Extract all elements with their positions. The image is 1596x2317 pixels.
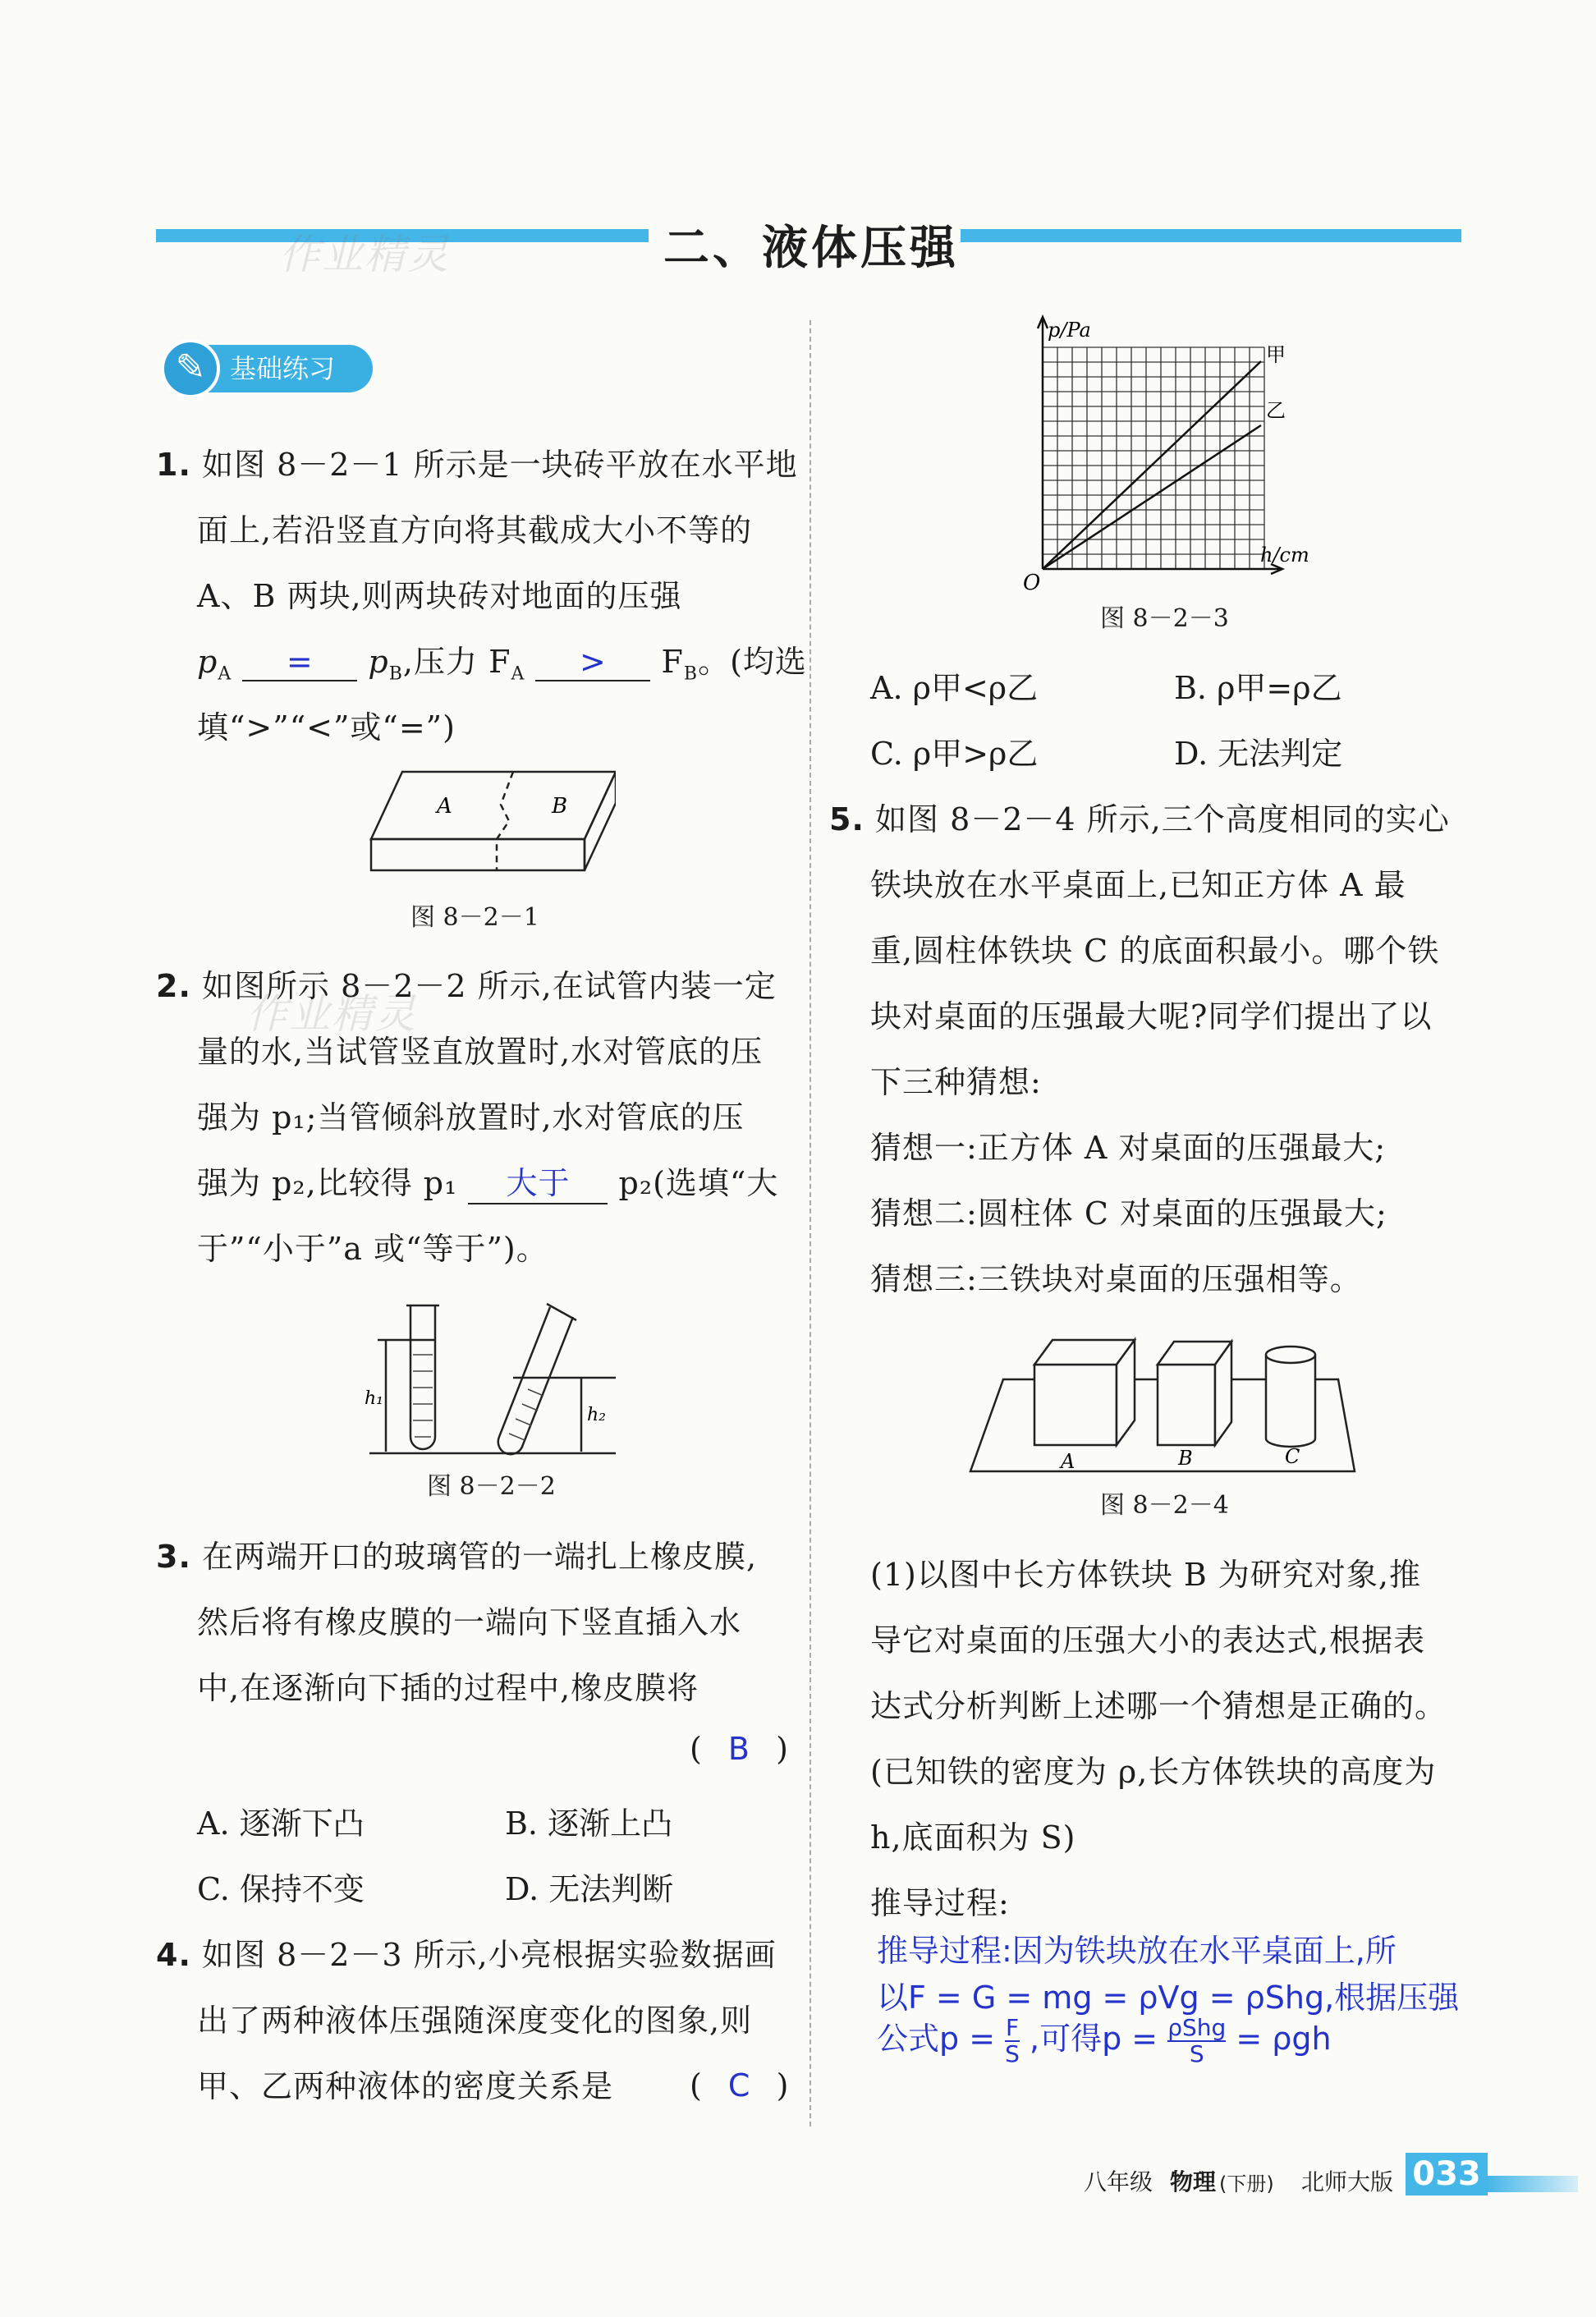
- q5-answer-line3: 公式p = $\frac{F}{S}$ ,可得p = ρShg S = ρgh: [877, 2013, 1332, 2067]
- q3-option-b: B. 逐渐上凸: [505, 1805, 673, 1842]
- q5-line3: 重,圆柱体铁块 C 的底面积最小。哪个铁: [870, 933, 1440, 969]
- page-title: 二、液体压强: [663, 222, 959, 275]
- q5-sub6: 推导过程:: [870, 1885, 1010, 1921]
- q5-line7: 猜想二:圆柱体 C 对桌面的压强最大;: [870, 1195, 1387, 1232]
- formula1-den: S: [1005, 2039, 1020, 2067]
- fig1-label-b: B: [552, 794, 568, 819]
- fig2-caption: 图 8－2－2: [427, 1472, 556, 1501]
- q1-tail: 。(均选: [698, 644, 807, 680]
- q5-line4: 块对桌面的压强最大呢?同学们提出了以: [870, 998, 1433, 1035]
- q4-line3: 甲、乙两种液体的密度关系是: [197, 2068, 614, 2104]
- q4-option-a: A. ρ甲<ρ乙: [870, 670, 1039, 706]
- fig3-origin: O: [1023, 571, 1041, 595]
- q3-option-a: A. 逐渐下凸: [197, 1805, 365, 1842]
- fig4-caption: 图 8－2－4: [1100, 1491, 1229, 1520]
- footer-edition: 北师大版: [1301, 2168, 1394, 2195]
- q5-line1: [829, 794, 1450, 839]
- q3-answer-paren: ( B ): [690, 1731, 789, 1767]
- figure-8-2-2: [361, 1297, 624, 1461]
- footer-volume: (下册): [1219, 2172, 1274, 2195]
- fig3-ylabel: p/Pa: [1048, 319, 1091, 342]
- q2-pre: 强为 p₂,比较得 p₁: [197, 1165, 458, 1201]
- footer-subject: 物理: [1170, 2168, 1217, 2195]
- q5-line8: 猜想三:三铁块对桌面的压强相等。: [870, 1261, 1362, 1297]
- q2-line3: 强为 p₁;当管倾斜放置时,水对管底的压: [197, 1099, 745, 1136]
- q1-pA: p: [197, 644, 218, 680]
- watermark-2: 作业精灵: [246, 990, 417, 1038]
- q5-answer-line2: 以F = G = mg = ρVg = ρShg,根据压强: [877, 1980, 1460, 2016]
- q1-line5: 填“>”“<”或“=”): [197, 709, 456, 746]
- q5-sub5: h,底面积为 S): [870, 1819, 1076, 1856]
- q4-option-b: B. ρ甲=ρ乙: [1174, 670, 1342, 706]
- q2-number: 2.: [156, 968, 191, 1004]
- fig2-h2: h₂: [587, 1405, 606, 1425]
- q1-subB: B: [388, 663, 403, 685]
- footer-bar: [1488, 2176, 1578, 2192]
- q1-line2: 面上,若沿竖直方向将其截成大小不等的: [197, 512, 753, 548]
- q2-line1: [156, 961, 777, 1006]
- title-bar-right: [961, 229, 1461, 242]
- q4-number: 4.: [156, 1937, 191, 1973]
- formula2-den: S: [1189, 2039, 1204, 2067]
- q5-sub4: (已知铁的密度为 ρ,长方体铁块的高度为: [870, 1754, 1437, 1790]
- q1-line3: A、B 两块,则两块砖对地面的压强: [197, 578, 682, 614]
- q3-number: 3.: [156, 1539, 191, 1575]
- q2-answer: 大于: [468, 1158, 608, 1204]
- fig4-label-a: A: [1061, 1450, 1075, 1473]
- q3-line2: 然后将有橡皮膜的一端向下竖直插入水: [197, 1604, 742, 1640]
- watermark: 作业精灵: [279, 231, 450, 278]
- q4-text-1: 如图 8－2－3 所示,小亮根据实验数据画: [201, 1937, 777, 1973]
- fig1-label-a: A: [437, 794, 452, 819]
- page-number: 033: [1406, 2153, 1488, 2195]
- q4-line2: 出了两种液体压强随深度变化的图象,则: [197, 2003, 753, 2039]
- q3-answer: B: [727, 1731, 750, 1767]
- fig3-caption: 图 8－2－3: [1100, 604, 1229, 633]
- figure-8-2-3: [1010, 310, 1338, 598]
- fig4-label-c: C: [1285, 1445, 1300, 1468]
- q1-pB: p: [368, 644, 389, 680]
- footer-grade: 八年级: [1084, 2168, 1153, 2195]
- pencil-icon: ✎: [161, 339, 220, 398]
- q5-number: 5.: [829, 801, 864, 837]
- q4-answer: C: [727, 2067, 751, 2104]
- column-divider: [809, 320, 811, 2127]
- q1-mid: ,压力 F: [402, 644, 511, 680]
- q3-line1: [156, 1531, 757, 1576]
- q2-line5: 于”“小于”a 或“等于”)。: [197, 1231, 548, 1267]
- q5-sub3: 达式分析判断上述哪一个猜想是正确的。: [870, 1688, 1447, 1724]
- q5-sub2: 导它对桌面的压强大小的表达式,根据表: [870, 1622, 1426, 1659]
- formula1-num: F: [1005, 2013, 1020, 2041]
- q5-line2: 铁块放在水平桌面上,已知正方体 A 最: [870, 867, 1406, 903]
- q5-sub1: (1)以图中长方体铁块 B 为研究对象,推: [870, 1557, 1421, 1593]
- q5-line6: 猜想一:正方体 A 对桌面的压强最大;: [870, 1130, 1387, 1166]
- fig3-line1-label: 甲: [1266, 343, 1286, 366]
- q5-line5: 下三种猜想:: [870, 1064, 1042, 1100]
- q5-answer-line1: 推导过程:因为铁块放在水平桌面上,所: [877, 1933, 1396, 1969]
- q5-text-1: 如图 8－2－4 所示,三个高度相同的实心: [874, 801, 1450, 837]
- q3-option-d: D. 无法判断: [505, 1871, 674, 1907]
- fig3-xlabel: h/cm: [1260, 544, 1309, 567]
- q3-option-c: C. 保持不变: [197, 1871, 365, 1907]
- q1-line1: [156, 439, 798, 484]
- q1-answer-1: =: [242, 644, 357, 681]
- q3-line3: 中,在逐渐向下插的过程中,橡皮膜将: [197, 1670, 699, 1706]
- q2-line2: 量的水,当试管竖直放置时,水对管底的压: [197, 1034, 764, 1070]
- fig1-caption: 图 8－2－1: [410, 903, 539, 932]
- q4-option-d: D. 无法判定: [1174, 736, 1343, 772]
- q1-line4: $p_A = p_B$,压力 $F_A > F_B$。(均选: [197, 644, 807, 685]
- section-badge: 基础练习: [172, 345, 373, 392]
- fig2-h1: h₁: [365, 1388, 383, 1409]
- q2-text-1: 如图所示 8－2－2 所示,在试管内装一定: [201, 968, 777, 1004]
- q1-number: 1.: [156, 447, 191, 483]
- q4-answer-paren: ( C ): [690, 2067, 790, 2104]
- q4-option-c: C. ρ甲>ρ乙: [870, 736, 1039, 772]
- figure-8-2-1: [369, 764, 616, 874]
- q1-text-1: 如图 8－2－1 所示是一块砖平放在水平地: [201, 447, 798, 483]
- formula2-num: ρShg: [1167, 2013, 1227, 2041]
- q2-line4: [197, 1158, 778, 1204]
- q1-subA: A: [218, 663, 232, 685]
- fig4-label-b: B: [1178, 1447, 1193, 1470]
- q3-text-1: 在两端开口的玻璃管的一端扎上橡皮膜,: [201, 1539, 758, 1575]
- fig3-line2-label: 乙: [1266, 399, 1286, 422]
- figure-8-2-4: [969, 1330, 1363, 1478]
- q2-post: p₂(选填“大: [618, 1165, 779, 1201]
- q1-answer-2: >: [535, 644, 650, 681]
- q4-line1: [156, 1929, 777, 1975]
